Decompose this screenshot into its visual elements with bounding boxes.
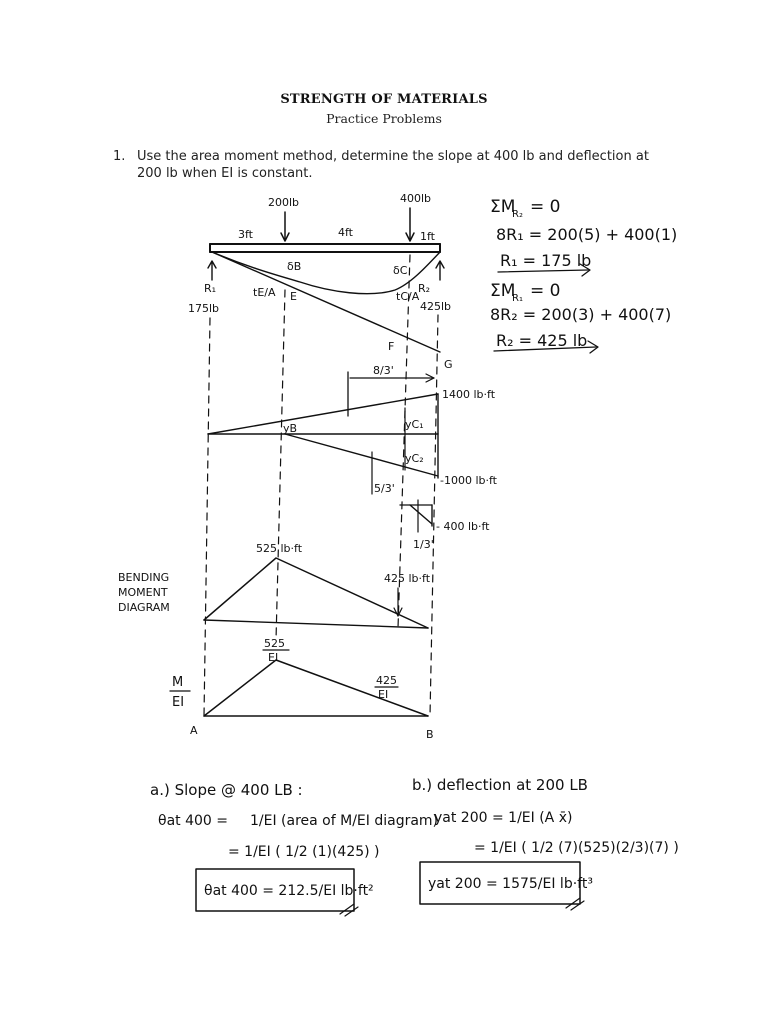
t-e-a-label: tE/A	[253, 286, 276, 299]
y-c2: yC₂	[405, 452, 424, 465]
m-ei-right-den: EI	[378, 688, 389, 701]
delta-c-label: δC	[393, 264, 408, 277]
sol-b-answer: yat 200 = 1575/EI lb·ft³	[428, 876, 593, 892]
value-mid: -1000 lb·ft	[440, 474, 497, 487]
sol-a-line1-rhs: 1/EI (area of M/EI diagram)	[250, 813, 439, 829]
eq5: 8R₂ = 200(3) + 400(7)	[490, 305, 672, 324]
eq1: ΣM	[490, 197, 516, 217]
point-g-label: G	[444, 358, 453, 371]
moment-by-parts-diagram	[208, 364, 498, 551]
m-ei-shape	[204, 660, 428, 716]
bmd-label-1: BENDING	[118, 571, 170, 584]
point-e-label: E	[290, 290, 297, 303]
sol-a-line1-lhs: θat 400 =	[158, 813, 228, 829]
eq2: 8R₁ = 200(5) + 400(1)	[496, 225, 678, 244]
sol-b-line1: yat 200 = 1/EI (A x̄)	[434, 810, 573, 826]
eq3: R₁ = 175 lb	[500, 251, 592, 270]
eq1-rhs: = 0	[530, 197, 561, 217]
bmd-right: 425 lb·ft	[384, 572, 431, 585]
m-ei-peak-num: 525	[264, 637, 285, 650]
m-ei-label-den: EI	[172, 695, 185, 710]
r1-value: 175lb	[188, 302, 220, 315]
bmd-baseline	[204, 620, 428, 628]
sol-a-line2: = 1/EI ( 1/2 (1)(425) )	[228, 844, 380, 860]
eq4: ΣM	[490, 281, 516, 301]
bending-moment-diagram	[118, 542, 431, 628]
bmd-label-2: MOMENT	[118, 586, 168, 599]
eq1-sub: R₂	[512, 209, 523, 220]
eq4-sub: R₁	[512, 293, 523, 304]
sol-b-heading: b.) deflection at 200 LB	[412, 776, 588, 794]
problem-number: 1.	[113, 149, 126, 164]
t-c-a-label: tC/A	[396, 290, 420, 303]
span-left-label: 3ft	[238, 228, 253, 241]
m-ei-label-num: M	[172, 675, 184, 690]
bmd-peak: 525 lb·ft	[256, 542, 303, 555]
delta-b-label: δB	[287, 260, 302, 273]
load-left-label: 200lb	[268, 196, 300, 209]
point-f-label: F	[388, 340, 395, 353]
solution-a	[150, 781, 438, 916]
document-subtitle: Practice Problems	[326, 111, 442, 126]
sol-a-answer: θat 400 = 212.5/EI lb·ft²	[204, 883, 374, 899]
span-right-label: 1ft	[420, 230, 435, 243]
r1-label: R₁	[204, 282, 217, 295]
r2-value: 425lb	[420, 300, 452, 313]
m-ei-right-num: 425	[376, 674, 397, 687]
point-a-label: A	[190, 724, 198, 737]
bmd-shape	[204, 558, 428, 628]
m-ei-peak-den: EI	[268, 651, 279, 664]
span-mid-label: 4ft	[338, 226, 353, 239]
dashed-guides	[204, 255, 438, 716]
sol-b-line2: = 1/EI ( 1/2 (7)(525)(2/3)(7) )	[474, 840, 679, 856]
dim-top: 8/3'	[373, 364, 394, 377]
problem-line-1: Use the area moment method, determine the slope at 400 lb and deflection at	[137, 149, 649, 164]
dim-mid: 5/3'	[374, 482, 395, 495]
value-bot: - 400 lb·ft	[436, 520, 490, 533]
value-top: 1400 lb·ft	[442, 388, 496, 401]
document-title: STRENGTH OF MATERIALS	[280, 92, 488, 107]
y-c1: yC₁	[405, 418, 424, 431]
m-ei-diagram	[170, 637, 434, 741]
eq4-rhs: = 0	[530, 281, 561, 301]
y-b: yB	[283, 422, 298, 435]
r2-label: R₂	[418, 282, 431, 295]
sol-a-heading: a.) Slope @ 400 LB :	[150, 781, 303, 799]
point-b-label: B	[426, 728, 434, 741]
load-right-label: 400lb	[400, 192, 432, 205]
problem-line-2: 200 lb when EI is constant.	[137, 166, 313, 181]
solution-b	[412, 776, 679, 910]
eq6: R₂ = 425 lb	[496, 331, 588, 350]
beam-diagram	[188, 192, 453, 371]
dim-bot: 1/3'	[413, 538, 434, 551]
equilibrium-equations	[490, 197, 677, 353]
bmd-label-3: DIAGRAM	[118, 601, 170, 614]
